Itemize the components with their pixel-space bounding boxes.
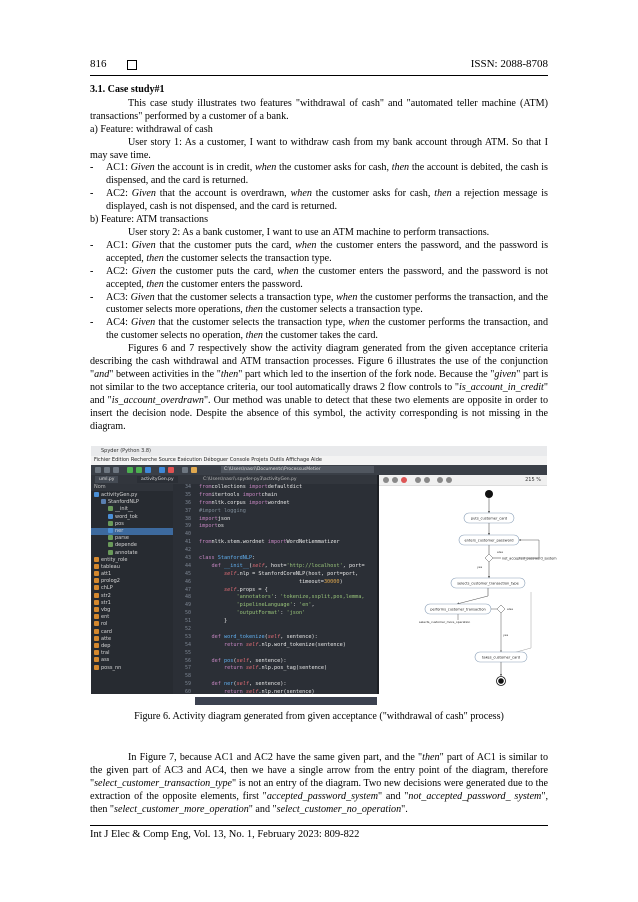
line-number: 36 — [184, 499, 191, 506]
line-number: 45 — [184, 570, 191, 577]
working-directory-field[interactable]: C:\Users\nasri\Documents\ProcessusMetier — [221, 466, 374, 473]
outline-item[interactable] — [91, 550, 173, 557]
line-number: 53 — [184, 633, 191, 640]
line-number: 37 — [184, 507, 191, 514]
code-line[interactable]: class StanfordNLP: — [199, 555, 256, 562]
new-file-icon[interactable] — [95, 467, 101, 473]
code-line[interactable]: def word_tokenize(self, sentence): — [211, 633, 318, 640]
outline-item-label: ner — [115, 527, 124, 534]
line-number: 58 — [184, 673, 191, 680]
outline-item-icon — [94, 600, 99, 605]
plot-pane — [379, 475, 557, 694]
save-icon[interactable] — [113, 467, 119, 473]
code-line[interactable]: return self.nlp.ner(sentence) — [224, 689, 315, 696]
checkbox-square-icon — [127, 60, 137, 70]
outline-item-icon — [108, 528, 113, 533]
decision-node — [485, 554, 493, 562]
outline-item-icon — [94, 593, 99, 598]
code-line[interactable]: fromitertools importchain — [199, 491, 278, 498]
outline-item-label: tral — [101, 650, 110, 657]
line-number: 49 — [184, 602, 191, 609]
code-line[interactable] — [195, 697, 377, 705]
outline-item[interactable] — [91, 629, 173, 636]
intro-paragraph: This case study illustrates two features "withdrawal of cash" and "automated teller machine (ATM) transactions" performed by a customer of a bank. — [90, 97, 548, 122]
line-number: 46 — [184, 578, 191, 585]
line-number: 59 — [184, 681, 191, 688]
previous-plot-icon[interactable] — [415, 477, 421, 483]
discussion-paragraph: Figures 6 and 7 respectively show the activity diagram generated from the given acceptance criteria describing the cash withdrawal and ATM transaction processes. Figure 6 illustrates the use of the conjunction "and" between activities in the "then" part which led to the insertion of the fork node. Because the "given" part is not similar to the two acceptance criteria, our tool automatically draws 2 flow controls to "is_account_in_credit" and "is_account_overdrawn". Our method was unable to detect that these two elements are opposite in order to insert the decision node. Despite the absence of this symbol, the activity corresponding is not missing in the diagram. — [90, 343, 549, 432]
acceptance-criterion: - AC1: Given the account is in credit, when the customer asks for cash, then the account is debited, the cash is dispensed, and the card is returned. — [90, 162, 548, 187]
section-title: 3.1. Case study#1 — [90, 84, 165, 95]
zoom-in-icon[interactable] — [446, 477, 452, 483]
activity-diagram — [379, 486, 557, 694]
outline-item-icon — [94, 657, 99, 662]
outline-item-label: __init__ — [115, 506, 133, 513]
line-number: 48 — [184, 594, 191, 601]
outline-item-label: ent — [101, 614, 110, 621]
code-line[interactable]: fromnltk.corpus importwordnet — [199, 499, 290, 506]
outline-item-icon — [94, 614, 99, 619]
outline-item[interactable] — [91, 557, 173, 564]
debug-icon[interactable] — [145, 467, 151, 473]
body-text — [90, 84, 548, 433]
paragraph-figure-7: In Figure 7, because AC1 and AC2 have the same given part, and the "then" part of AC1 is similar to the given part of AC3 and AC4, then we have a single arrow from the entry point of the diagram, therefore "select_customer_transaction_type" is not an entry of the diagram. Two new decisions were generated due to the extraction of the opposite elements, first "accepted_password_system" and "not_accepted_password_ system", then "select_customer_more_operation" and "select_customer_no_operation". — [90, 752, 548, 815]
line-number: 56 — [184, 657, 191, 664]
line-number: 60 — [184, 689, 191, 696]
outline-explorer — [91, 484, 173, 694]
line-number: 40 — [184, 531, 191, 538]
outline-item-icon — [108, 521, 113, 526]
outline-item[interactable] — [91, 514, 173, 521]
menu-bar[interactable]: Fichier Edition Recherche Source Exécution Déboguer Console Projets Outils Affichage Aide — [91, 456, 547, 465]
stop-icon[interactable] — [168, 467, 174, 473]
step-icon[interactable] — [159, 467, 165, 473]
save-plot-icon[interactable] — [383, 477, 389, 483]
feature-b-heading: b) Feature: ATM transactions — [90, 214, 209, 226]
line-number: 57 — [184, 665, 191, 672]
outline-item-label: StanfordNLP — [108, 499, 139, 506]
line-number-gutter — [173, 484, 195, 704]
figure-caption: Figure 6. Activity diagram generated from given acceptance ("withdrawal of cash" process) — [134, 711, 504, 722]
outline-item-label: rol — [101, 621, 108, 628]
acceptance-criterion: - AC2: Given the customer puts the card, when the customer enters the password, and the password is not accepted, then the customer enters the password. — [90, 265, 548, 290]
outline-item[interactable] — [91, 643, 173, 650]
settings-icon[interactable] — [182, 467, 188, 473]
code-line[interactable]: def __init__(self, host='http://localhost', port= — [211, 562, 365, 569]
decision-node — [497, 605, 505, 613]
acceptance-criterion: - AC2: Given that the account is overdrawn, when the customer asks for cash, then a rejection message is displayed, cash is not dispensed, and the card is returned. — [90, 188, 548, 213]
code-line[interactable] — [195, 626, 377, 634]
outline-item[interactable] — [91, 593, 173, 600]
line-number: 41 — [184, 539, 191, 546]
outline-item[interactable] — [91, 571, 173, 578]
outline-item[interactable] — [91, 621, 173, 628]
zoom-out-icon[interactable] — [437, 477, 443, 483]
figure-6-screenshot — [91, 446, 557, 704]
code-line[interactable]: importos — [199, 523, 224, 530]
outline-item-icon — [94, 578, 99, 583]
guard-label: yes — [477, 565, 483, 569]
code-line[interactable]: 'annotators': 'tokenize,ssplit,pos,lemma, — [236, 594, 365, 601]
page-header — [90, 58, 548, 74]
code-line[interactable]: timeout=30000) — [199, 578, 343, 585]
outline-tree — [91, 492, 173, 672]
line-number: 52 — [184, 626, 191, 633]
flow-edge — [457, 596, 488, 604]
line-number: 51 — [184, 618, 191, 625]
code-line[interactable]: 'pipelineLanguage': 'en', — [236, 602, 315, 609]
editor-tab[interactable]: uml.py — [95, 476, 118, 483]
outline-item[interactable] — [91, 564, 173, 571]
code-line[interactable] — [195, 547, 377, 555]
outline-item-icon — [94, 621, 99, 626]
outline-item-icon — [94, 665, 99, 670]
line-number: 34 — [184, 484, 191, 490]
line-number: 35 — [184, 491, 191, 498]
outline-item-label: vbg — [101, 607, 111, 613]
feature-a-heading: a) Feature: withdrawal of cash — [90, 123, 213, 135]
zoom-level: 215 % — [525, 477, 541, 483]
next-plot-icon[interactable] — [424, 477, 430, 483]
outline-item[interactable] — [91, 521, 173, 528]
outline-item[interactable] — [91, 506, 173, 513]
remove-plot-icon[interactable] — [401, 477, 407, 483]
window-title: Spyder (Python 3.8) — [101, 448, 151, 454]
open-file-icon[interactable] — [104, 467, 110, 473]
outline-item-icon — [94, 585, 99, 590]
action-label: selects_customer_transaction_type — [457, 581, 519, 586]
page-number: 816 — [90, 58, 107, 70]
action-label: enters_customer_password — [464, 538, 514, 543]
outline-item[interactable] — [91, 607, 173, 614]
code-line[interactable]: } — [199, 618, 228, 625]
outline-item[interactable] — [91, 542, 173, 549]
outline-item[interactable] — [91, 650, 173, 657]
code-line[interactable]: fromnltk.stem.wordnet importWordNetLemmatizer — [199, 539, 340, 546]
loop-edge — [519, 540, 539, 558]
footer-rule — [90, 825, 548, 826]
outline-item-icon — [94, 492, 99, 497]
outline-item-icon — [108, 535, 113, 540]
outline-item-label: str2 — [101, 592, 111, 599]
initial-node — [485, 490, 493, 498]
outline-item[interactable] — [91, 600, 173, 607]
line-number: 38 — [184, 515, 191, 522]
copy-plot-icon[interactable] — [392, 477, 398, 483]
code-line[interactable] — [195, 650, 377, 658]
outline-item-label: pos — [115, 520, 124, 527]
run-icon[interactable] — [127, 467, 133, 473]
outline-item-label: ass — [101, 657, 110, 664]
code-line[interactable]: fromcollections importdefaultdict — [199, 484, 303, 490]
outline-item-icon — [101, 499, 106, 504]
outline-item-icon — [94, 636, 99, 641]
code-editor[interactable] — [195, 484, 377, 694]
outline-item-icon — [94, 650, 99, 655]
line-number: 43 — [184, 555, 191, 562]
outline-item-label: entity_role — [101, 556, 128, 563]
outline-item[interactable] — [91, 535, 173, 542]
code-line[interactable]: #import logging — [199, 507, 246, 514]
acceptance-criterion: - AC3: Given that the customer selects a transaction type, when the customer performs the transaction, and the customer selects more operations, then the customer selects a transaction type. — [90, 291, 548, 316]
code-line[interactable] — [195, 673, 377, 681]
line-number: 50 — [184, 610, 191, 617]
header-rule — [90, 75, 548, 76]
action-label: puts_customer_card — [470, 516, 508, 521]
code-line[interactable]: return self.nlp.word_tokenize(sentence) — [224, 641, 346, 648]
outline-item[interactable] — [91, 492, 173, 499]
outline-item-label: chLP — [101, 585, 113, 592]
window-titlebar — [91, 446, 547, 456]
line-number: 54 — [184, 641, 191, 648]
guard-label: else — [497, 550, 504, 554]
explorer-header: Nom — [91, 484, 173, 491]
file-path: C:\Users\nasri\.spyder-py3\activityGen.py — [203, 477, 297, 482]
outline-item[interactable] — [91, 585, 173, 592]
outline-item-label: dep — [101, 642, 111, 649]
outline-item-label: prolog2 — [101, 578, 120, 585]
outline-item-icon — [94, 629, 99, 634]
code-line[interactable] — [195, 531, 377, 539]
outline-item-label: att1 — [101, 571, 112, 578]
line-number: 39 — [184, 523, 191, 530]
outline-item-label: str1 — [101, 599, 111, 606]
code-line[interactable]: def ner(self, sentence): — [211, 681, 287, 688]
body-text-continued — [90, 742, 548, 827]
outline-item-icon — [108, 506, 113, 511]
outline-item-icon — [108, 550, 113, 555]
code-line[interactable]: self.props = { — [224, 586, 268, 593]
action-label: performs_customer_transaction — [430, 607, 486, 612]
line-number: 47 — [184, 586, 191, 593]
action-label: takes_customer_card — [481, 655, 521, 660]
outline-item[interactable] — [91, 657, 173, 664]
outline-item-label: word_tok — [115, 513, 138, 520]
flow-edge — [509, 592, 531, 654]
line-number: 61 — [184, 697, 191, 704]
outline-item-label: activityGen.py — [101, 492, 138, 498]
plot-toolbar — [379, 475, 547, 486]
guard-label: else — [507, 607, 514, 611]
outline-item-label: atte — [101, 635, 112, 642]
outline-item-label: annotate — [115, 549, 138, 556]
action-label: not_accepted_password_system — [502, 556, 557, 561]
acceptance-criterion: - AC1: Given that the customer puts the card, when the customer enters the password, and the password is accepted, then the customer selects the transaction type. — [90, 239, 549, 264]
outline-item-icon — [94, 607, 99, 612]
editor-tab-active[interactable]: activityGen.py — [137, 476, 178, 483]
outline-item-icon — [94, 564, 99, 569]
outline-item[interactable] — [91, 614, 173, 621]
outline-item[interactable] — [91, 528, 173, 535]
outline-item-icon — [94, 643, 99, 648]
issn: ISSN: 2088-8708 — [470, 58, 548, 70]
outline-item[interactable] — [91, 636, 173, 643]
line-number: 44 — [184, 562, 191, 569]
code-line[interactable]: return self.nlp.pos_tag(sentence) — [224, 665, 328, 672]
user-story-1: User story 1: As a customer, I want to withdraw cash from my bank account through ATM. So that I may save time. — [90, 136, 548, 161]
code-line[interactable]: importjson — [199, 515, 231, 522]
outline-item-icon — [108, 542, 113, 547]
run-cell-icon[interactable] — [136, 467, 142, 473]
toolbar — [91, 465, 547, 475]
outline-item-icon — [94, 571, 99, 576]
acceptance-criterion: - AC4: Given that the customer selects the transaction type, when the customer performs the transaction, and the customer selects no operation, then the customer takes the card. — [90, 317, 548, 342]
code-line[interactable]: self.nlp = StanfordCoreNLP(host, port=port, — [224, 570, 359, 577]
code-line[interactable]: 'outputFormat': 'json' — [236, 610, 306, 617]
user-story-2: User story 2: As a bank customer, I want to use an ATM machine to perform transactions. — [128, 226, 490, 238]
outline-item-label: poss_nn — [101, 664, 122, 671]
code-line[interactable]: def pos(self, sentence): — [211, 657, 287, 664]
outline-item[interactable] — [91, 499, 173, 506]
outline-item-icon — [108, 514, 113, 519]
outline-item-label: card — [101, 628, 112, 635]
action-label: selects_customer_more_operation — [419, 620, 471, 624]
outline-item-icon — [94, 557, 99, 562]
line-number: 42 — [184, 547, 191, 554]
outline-item[interactable] — [91, 665, 173, 672]
final-node-inner — [498, 678, 504, 684]
line-number: 55 — [184, 649, 191, 656]
outline-item-label: tableau — [101, 563, 120, 570]
python-path-icon[interactable] — [191, 467, 197, 473]
outline-item-label: parse — [115, 535, 129, 542]
outline-item[interactable] — [91, 578, 173, 585]
guard-label: yes — [503, 633, 509, 637]
journal-footer: Int J Elec & Comp Eng, Vol. 13, No. 1, February 2023: 809-822 — [90, 829, 360, 840]
outline-item-label: depende — [115, 542, 137, 549]
